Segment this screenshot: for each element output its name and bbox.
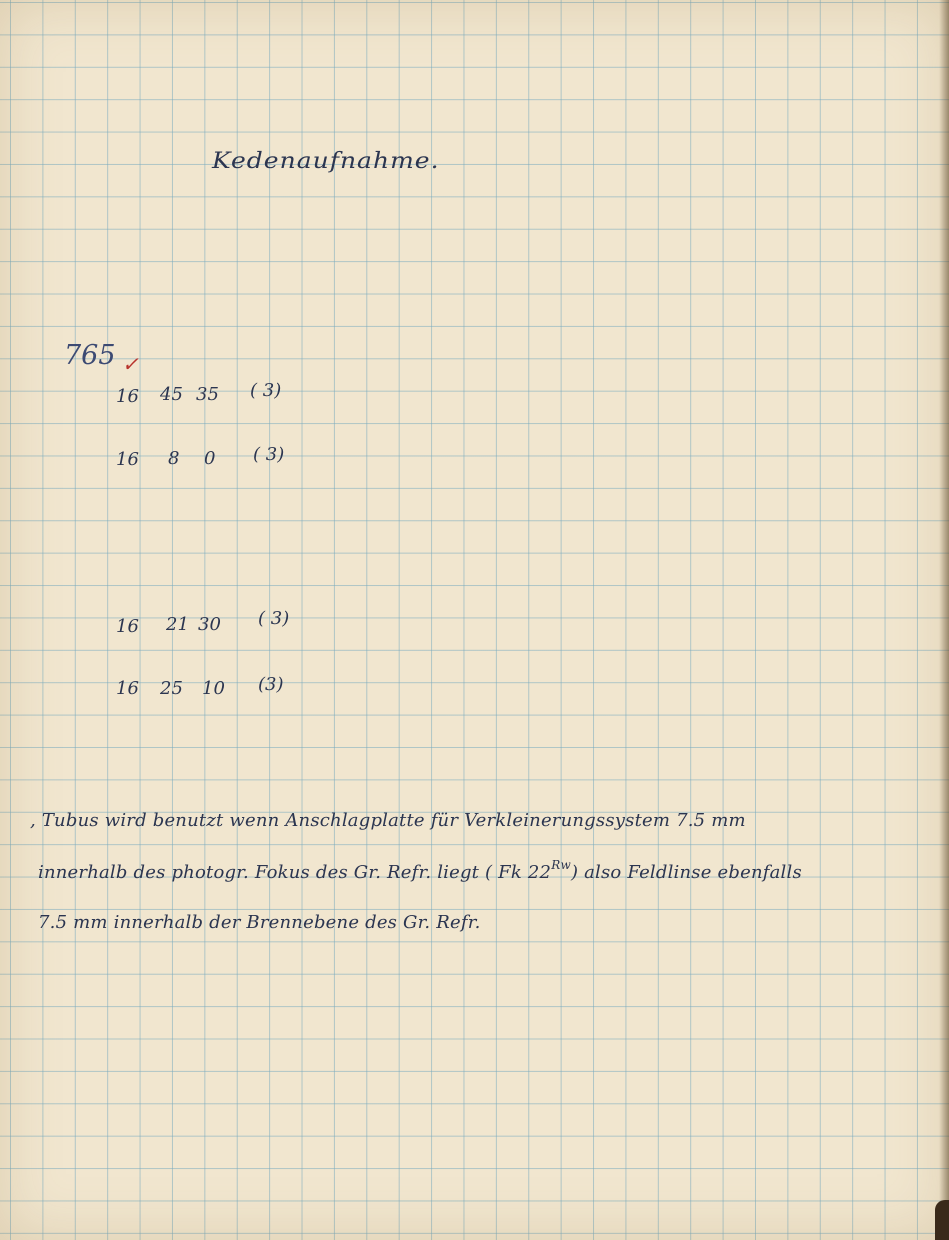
page-edge-shadow <box>939 0 949 1240</box>
reading-2-c: 0 <box>204 448 216 469</box>
check-mark: ✓ <box>122 352 139 376</box>
reading-4-c: 10 <box>202 678 225 699</box>
reading-1-c: 35 <box>196 384 219 405</box>
reading-1-d: ( 3) <box>250 380 282 401</box>
page-title: Kedenaufnahme. <box>212 147 440 174</box>
reading-2-b: 8 <box>168 448 180 469</box>
reading-3-d: ( 3) <box>258 608 290 629</box>
reading-3-a: 16 <box>116 616 139 637</box>
note-line-2 <box>38 858 802 883</box>
reading-3-c: 30 <box>198 614 221 635</box>
page-corner <box>935 1200 949 1240</box>
note-line-2-superscript: Rw <box>551 858 571 872</box>
reading-4-a: 16 <box>116 678 139 699</box>
reading-3-b: 21 <box>166 614 189 635</box>
note-line-2-text: innerhalb des photogr. Fokus des Gr. Refr. liegt ( Fk 22 <box>38 862 552 883</box>
note-line-1: , Tubus wird benutzt wenn Anschlagplatte für Verkleinerungssystem 7.5 mm <box>30 810 746 831</box>
reading-4-d: (3) <box>258 674 284 695</box>
note-line-3: 7.5 mm innerhalb der Brennebene des Gr. Refr. <box>38 912 481 933</box>
reference-number: 765 <box>64 340 116 371</box>
reading-2-d: ( 3) <box>253 444 285 465</box>
reading-2-a: 16 <box>116 449 139 470</box>
reading-1-b: 45 <box>160 384 183 405</box>
reading-4-b: 25 <box>160 678 183 699</box>
note-line-2-end: ) also Feldlinse ebenfalls <box>570 862 802 883</box>
reading-1-a: 16 <box>116 386 139 407</box>
